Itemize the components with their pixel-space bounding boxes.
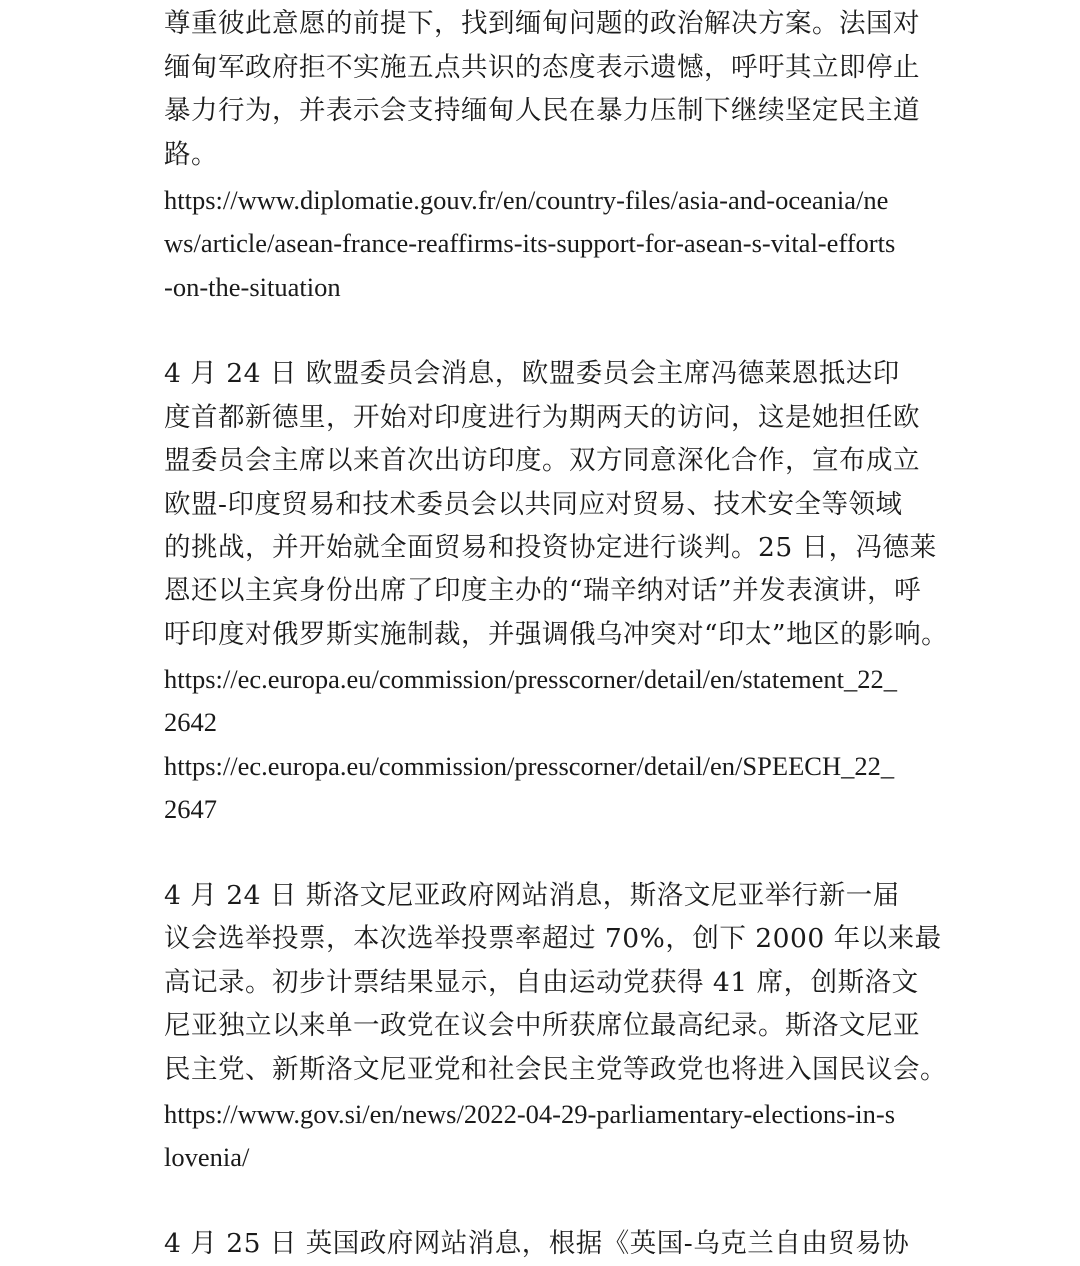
source-url-line[interactable]: https://ec.europa.eu/commission/presscorner/detail/en/SPEECH_22_ [164,751,895,781]
paragraph-line: 尊重彼此意愿的前提下，找到缅甸问题的政治解决方案。法国对 [164,8,920,39]
paragraph-line: 民主党、新斯洛文尼亚党和社会民主党等政党也将进入国民议会。 [164,1054,947,1085]
paragraph-line: 盟委员会主席以来首次出访印度。双方同意深化合作，宣布成立 [164,445,920,476]
paragraph-line: 高记录。初步计票结果显示，自由运动党获得 41 席，创斯洛文 [164,967,919,998]
source-url-line[interactable]: 2647 [164,794,217,824]
paragraph-line: 4 月 24 日 欧盟委员会消息，欧盟委员会主席冯德莱恩抵达印 [164,358,900,389]
paragraph-line: 路。 [164,139,218,170]
paragraph-line: 议会选举投票，本次选举投票率超过 70%，创下 2000 年以来最 [164,923,942,954]
source-url-line[interactable]: https://www.diplomatie.gouv.fr/en/country-files/asia-and-oceania/ne [164,185,889,215]
source-url-line[interactable]: 2642 [164,707,217,737]
paragraph-line: 吁印度对俄罗斯实施制裁，并强调俄乌冲突对“印太”地区的影响。 [164,619,949,650]
paragraph-line: 4 月 25 日 英国政府网站消息，根据《英国-乌克兰自由贸易协 [164,1228,910,1259]
paragraph-line: 尼亚独立以来单一政党在议会中所获席位最高纪录。斯洛文尼亚 [164,1010,920,1041]
source-url-line[interactable]: lovenia/ [164,1142,250,1172]
paragraph-line: 缅甸军政府拒不实施五点共识的态度表示遗憾，呼吁其立即停止 [164,52,920,83]
source-url-line[interactable]: ws/article/asean-france-reaffirms-its-support-for-asean-s-vital-efforts [164,228,896,258]
paragraph-line: 4 月 24 日 斯洛文尼亚政府网站消息，斯洛文尼亚举行新一届 [164,880,900,911]
paragraph-line: 欧盟-印度贸易和技术委员会以共同应对贸易、技术安全等领域 [164,489,903,520]
paragraph-line: 的挑战，并开始就全面贸易和投资协定进行谈判。25 日，冯德莱 [164,532,937,563]
source-url-line[interactable]: https://ec.europa.eu/commission/presscorner/detail/en/statement_22_ [164,664,897,694]
paragraph-line: 恩还以主宾身份出席了印度主办的“瑞辛纳对话”并发表演讲，呼 [164,575,922,606]
paragraph-line: 度首都新德里，开始对印度进行为期两天的访问，这是她担任欧 [164,402,920,433]
paragraph-line: 暴力行为，并表示会支持缅甸人民在暴力压制下继续坚定民主道 [164,95,920,126]
source-url-line[interactable]: https://www.gov.si/en/news/2022-04-29-parliamentary-elections-in-s [164,1099,896,1129]
source-url-line[interactable]: -on-the-situation [164,272,341,302]
